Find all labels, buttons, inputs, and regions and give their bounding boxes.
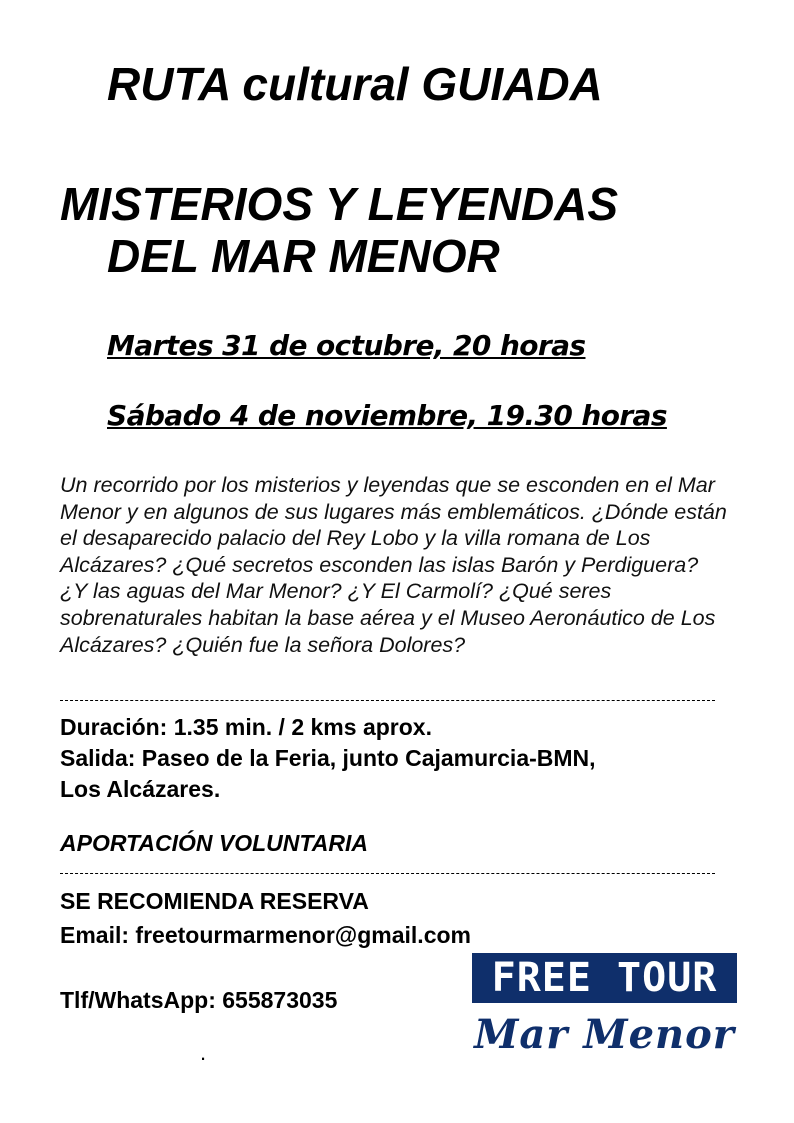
reservation-note: SE RECOMIENDA RESERVA [60, 888, 369, 914]
duration: Duración: 1.35 min. / 2 kms aprox. [60, 714, 432, 740]
logo-mar-menor: Mar Menor [474, 1011, 735, 1058]
date-1: Martes 31 de octubre, 20 horas [107, 329, 586, 362]
phone: Tlf/WhatsApp: 655873035 [60, 987, 338, 1013]
stray-dot: . [200, 1040, 207, 1065]
date-2: Sábado 4 de noviembre, 19.30 horas [107, 399, 667, 432]
page-title: RUTA cultural GUIADA [107, 58, 603, 110]
email: Email: freetourmarmenor@gmail.com [60, 922, 471, 948]
description: Un recorrido por los misterios y leyendas que se esconden en el Mar Menor y en algunos de sus lugares más emblemáticos. ¿Dónde están el desaparecido palacio del Rey Lobo y la villa romana de Los Alcázares? ¿Qué secretos esconden las islas Barón y Perdiguera? ¿Y las aguas del Mar Menor? ¿Y El Carmolí? ¿Qué seres sobrenaturales habitan la base aérea y el Museo Aeronáutico de Los Alcázares? ¿Quién fue la señora Dolores? [60, 473, 727, 657]
event-title-line1: MISTERIOS Y LEYENDAS [60, 178, 619, 230]
event-title-line2: DEL MAR MENOR [107, 230, 500, 282]
divider [60, 873, 715, 874]
event-title [60, 178, 618, 282]
departure-line1: Salida: Paseo de la Feria, junto Cajamurcia-BMN, [60, 745, 596, 771]
contribution-note: APORTACIÓN VOLUNTARIA [60, 830, 368, 856]
divider [60, 700, 715, 701]
departure-line2: Los Alcázares. [60, 776, 221, 802]
logo-free-tour: FREE TOUR [472, 953, 737, 1003]
